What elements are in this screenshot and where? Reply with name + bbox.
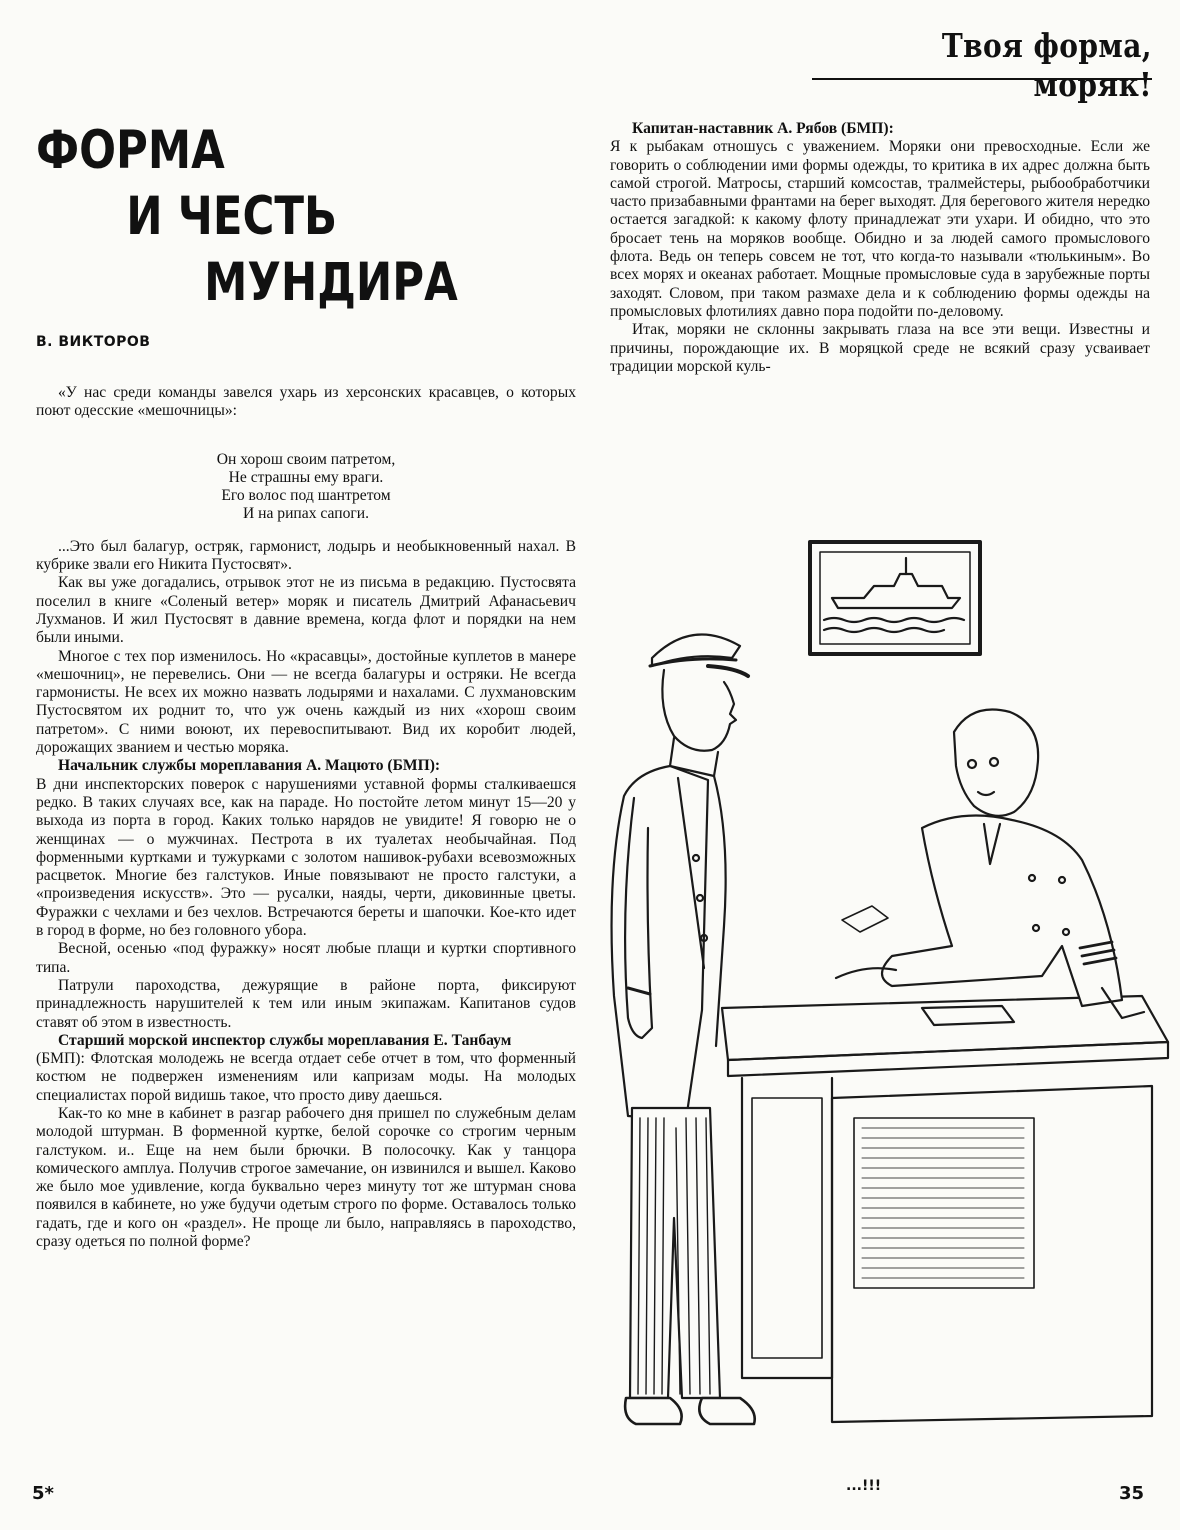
speaker-name: Капитан-наставник А. Рябов (БМП): — [632, 120, 894, 137]
paragraph: Патрули пароходства, дежурящие в районе порта, фиксируют принадлежность нарушителей к тем или иным экипажам. Капитанов судов ставят об этом в известность. — [36, 976, 576, 1031]
title-line-3: МУНДИРА — [204, 252, 458, 313]
page-number-left: 5* — [32, 1483, 54, 1504]
author-byline: В. ВИКТОРОВ — [36, 334, 151, 350]
paragraph: Как вы уже догадались, отрывок этот не из письма в редакцию. Пустосвята поселил в книге «Соленый ветер» моряк и писатель Дмитрий Афанасьевич Лухманов. И жил Пустосвят в давние времена, когда флот и порядки на нем были иными. — [36, 574, 576, 647]
paragraph: ...Это был балагур, остряк, гармонист, лодырь и необыкновенный нахал. В кубрике звали его Никита Пустосвят». — [36, 537, 576, 574]
desk — [722, 996, 1168, 1422]
article-title — [36, 118, 458, 316]
rubric-divider — [812, 78, 1152, 80]
speaker-name: Начальник службы мореплавания А. Мацюто (БМП): — [58, 757, 441, 775]
paragraph: В дни инспекторских поверок с нарушениями уставной формы сталкиваешся редко. В таких случаях все, как на параде. Но постойте летом минут 15—20 у выхода из порта в город. Каких только нарядов не увидите! Я говорю не о женщинах — о мужчинах. Пестрота в их туалетах необычайная. Под форменными куртками и тужурками с золотом нашивок-рубахи всевозможных расцветок. Многие без галстуков. Иные повязывают не просто галстуки, а «произведения искусств». Это — русалки, наяды, черти, диковинные цветы. Фуражки с чехлами и без чехлов. Встречаются береты и шапочки. Кое-кто идет в город в форме, но без головного убора. — [36, 775, 576, 940]
paragraph: Я к рыбакам отношусь с уважением. Моряки они превосходные. Если же говорить о соблюдении ими формы одежды, то критика в их адрес должна быть самой строгой. Матросы, старший комсостав, тралмейстеры, рыбообработчики часто призабавными франтами на берег выходят. Для берегового жителя нередко остается загадкой: к какому флоту принадлежат эти ухари. И обидно, что это бросает тень на моряков вообще. Обидно и за людей самого промыслового флота. Ведь он теперь совсем не тот, что когда-то называли «тюлькиным». Во всех морях и океанах работает. Мощные промысловые суда в зарубежные порты заходят. Словом, при таком размахе дела и к соблюдению формы одежды на промысловых флотилиях давно пора подойти по-деловому. — [610, 138, 1150, 320]
right-column — [610, 120, 1150, 376]
intro-paragraph: «У нас среди команды завелся ухарь из херсонских красавцев, о которых поют одесские «мешочницы»: — [36, 384, 576, 420]
left-column — [36, 384, 576, 1251]
paragraph: (БМП): Флотская молодежь не всегда отдает себе отчет в том, что форменный костюм не подвержен изменениям или капризам моды. На молодых специалистах порой видишь такое, что просто диву даешься. — [36, 1050, 576, 1104]
speaker-paragraph — [36, 757, 576, 775]
speaker-name: Старший морской инспектор службы мореплавания Е. Танбаум — [58, 1031, 512, 1049]
cartoon-illustration — [592, 528, 1172, 1468]
paragraph: Итак, моряки не склонны закрывать глаза на все эти вещи. Известны и причины, порождающие их. В моряцкой среде не всякий сразу усваивает традиции морской куль- — [610, 321, 1150, 375]
speaker-paragraph — [610, 120, 1150, 138]
speaker-paragraph — [36, 1032, 576, 1050]
paragraph: Многое с тех пор изменилось. Но «красавцы», достойные куплетов в манере «мешочниц», не перевелись. Они — не всегда балагуры и остряки. Не всегда гармонисты. Не всех их можно назвать лодырями и нахалами. С лухмановским Пустосвятом их роднит то, что уж очень каждый из них «хорош своим патретом». С ними воюют, их перевоспитывают. Вид их коробит людей, дорожащих званием и честью моряка. — [36, 647, 576, 757]
poem — [36, 451, 576, 524]
captain-figure — [836, 710, 1144, 1019]
illustration-caption: ...!!! — [846, 1478, 882, 1494]
poem-line: Его волос под шантретом — [221, 487, 391, 505]
ship-picture — [810, 542, 980, 654]
paragraph: Весной, осенью «под фуражку» носят любые плащи и куртки спортивного типа. — [36, 940, 576, 976]
title-line-1: ФОРМА — [36, 120, 225, 181]
paragraph: Как-то ко мне в кабинет в разгар рабочего дня пришел по служебным делам молодой штурман. В форменной куртке, белой сорочке со строгим черным галстуком. и.. Еще на нем были брючки. В полосочку. Как у танцора комического амплуа. Получив строгое замечание, он извинился и вышел. Каково же было мое удивление, когда буквально через минуту тот же штурман снова появился в кабинете, но уже будучи одетым строго по форме. Оставалось только гадать, где и кого он «раздел». Не проще ли было, направляясь в пароходство, сразу одеться по полной форме? — [36, 1104, 576, 1251]
poem-line: И на рипах сапоги. — [242, 505, 370, 523]
page-number-right: 35 — [1118, 1483, 1144, 1504]
poem-line: Не страшны ему враги. — [228, 468, 384, 486]
poem-line: Он хорош своим патретом, — [216, 450, 396, 468]
section-rubric: Твоя форма, моряк! — [941, 26, 1152, 104]
title-line-2: И ЧЕСТЬ — [126, 186, 338, 247]
